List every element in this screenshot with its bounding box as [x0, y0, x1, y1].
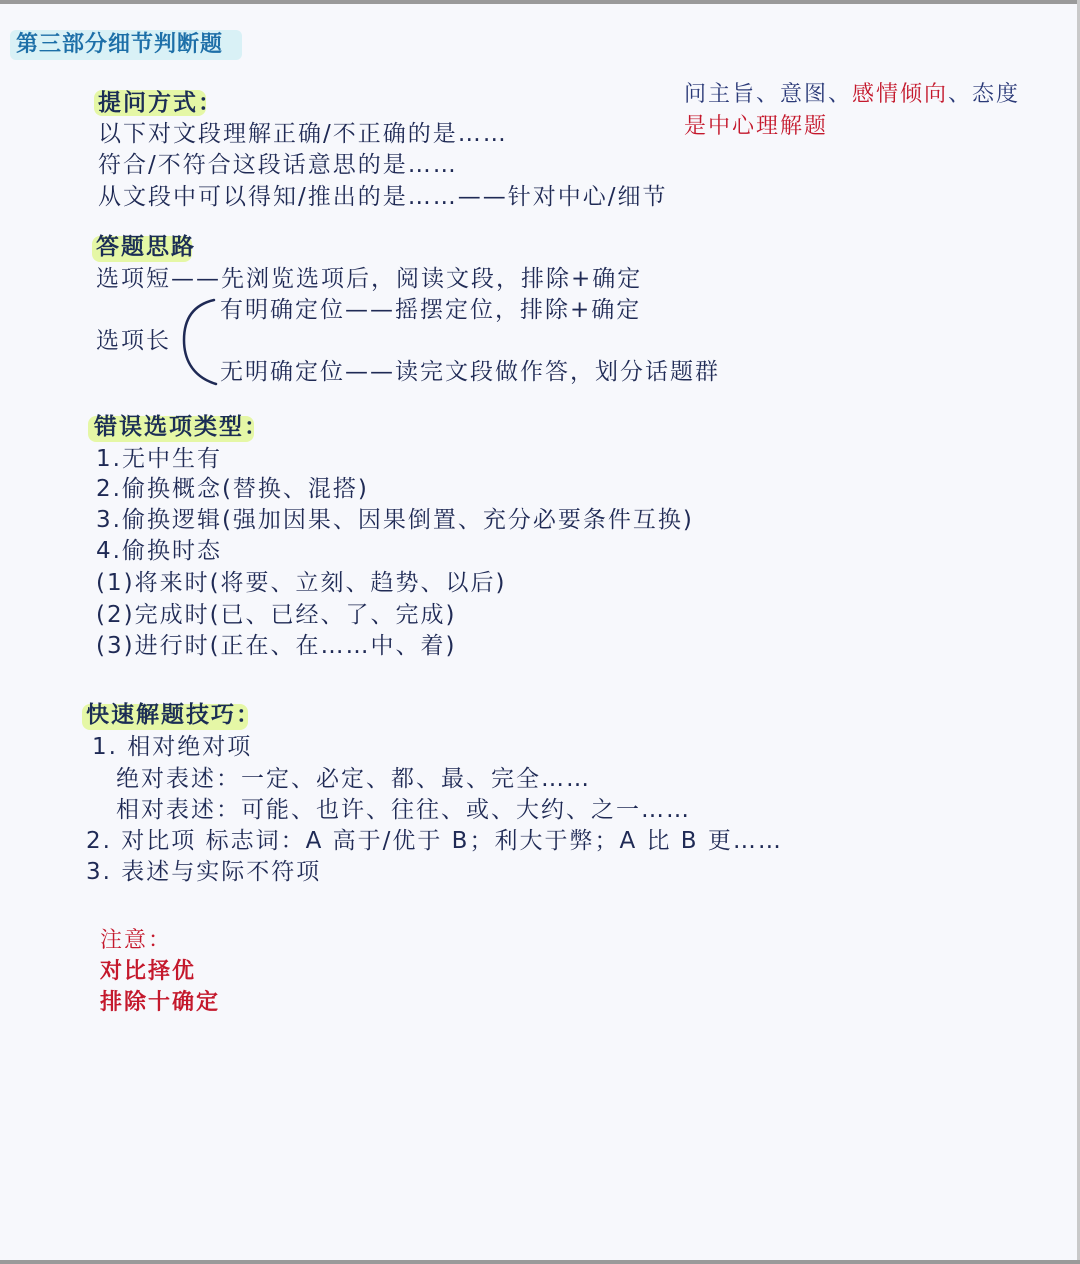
side-note-part-c: 、态度 — [948, 82, 1021, 107]
section-heading-quick-tips: 快速解题技巧： — [86, 702, 261, 728]
side-note-part-a: 问主旨、意图、 — [684, 82, 853, 107]
tense-progressive: (3)进行时(正在、在……中、着) — [96, 633, 457, 659]
tip-1-relative: 相对表述：可能、也许、往往、或、大约、之一…… — [116, 797, 691, 823]
tip-2: 2. 对比项 标志词：A 高于/优于 B；利大于弊；A 比 B 更…… — [86, 828, 783, 854]
tip-3: 3. 表述与实际不符项 — [86, 859, 322, 885]
side-note-line-1 — [684, 80, 1020, 110]
approach-short-options: 选项短——先浏览选项后，阅读文段，排除+确定 — [96, 266, 643, 292]
section-heading-question-style: 提问方式： — [98, 90, 223, 116]
attention-heading: 注意： — [100, 928, 173, 953]
wrong-type-2: 2.偷换概念(替换、混搭) — [96, 476, 369, 502]
tense-perfect: (2)完成时(已、已经、了、完成) — [96, 602, 457, 628]
approach-long-without-locator: 无明确定位——读完文段做作答，划分话题群 — [220, 359, 720, 385]
question-style-line-1: 以下对文段理解正确/不正确的是…… — [98, 121, 508, 147]
attention-line-1: 对比择优 — [100, 959, 197, 984]
approach-long-options-label: 选项长 — [96, 328, 171, 354]
section-heading-wrong-option-types: 错误选项类型： — [94, 414, 269, 440]
side-note-line-2: 是中心理解题 — [684, 114, 829, 139]
tip-1-absolute: 绝对表述：一定、必定、都、最、完全…… — [116, 766, 591, 792]
tense-future: (1)将来时(将要、立刻、趋势、以后) — [96, 570, 507, 596]
section-heading-approach: 答题思路 — [96, 234, 196, 260]
approach-long-with-locator: 有明确定位——摇摆定位，排除+确定 — [220, 297, 642, 323]
question-style-line-2: 符合/不符合这段话意思的是…… — [98, 152, 458, 178]
wrong-type-3: 3.偷换逻辑(强加因果、因果倒置、充分必要条件互换) — [96, 507, 694, 533]
wrong-type-4: 4.偷换时态 — [96, 538, 222, 564]
question-style-line-3: 从文段中可以得知/推出的是……——针对中心/细节 — [98, 184, 668, 210]
wrong-type-1: 1.无中生有 — [96, 446, 222, 472]
attention-line-2: 排除十确定 — [100, 990, 221, 1015]
curly-brace-icon — [170, 296, 220, 388]
side-note-part-b: 感情倾向 — [852, 82, 949, 107]
tip-1: 1. 相对绝对项 — [92, 734, 253, 760]
page-title: 第三部分细节判断题 — [16, 32, 224, 57]
